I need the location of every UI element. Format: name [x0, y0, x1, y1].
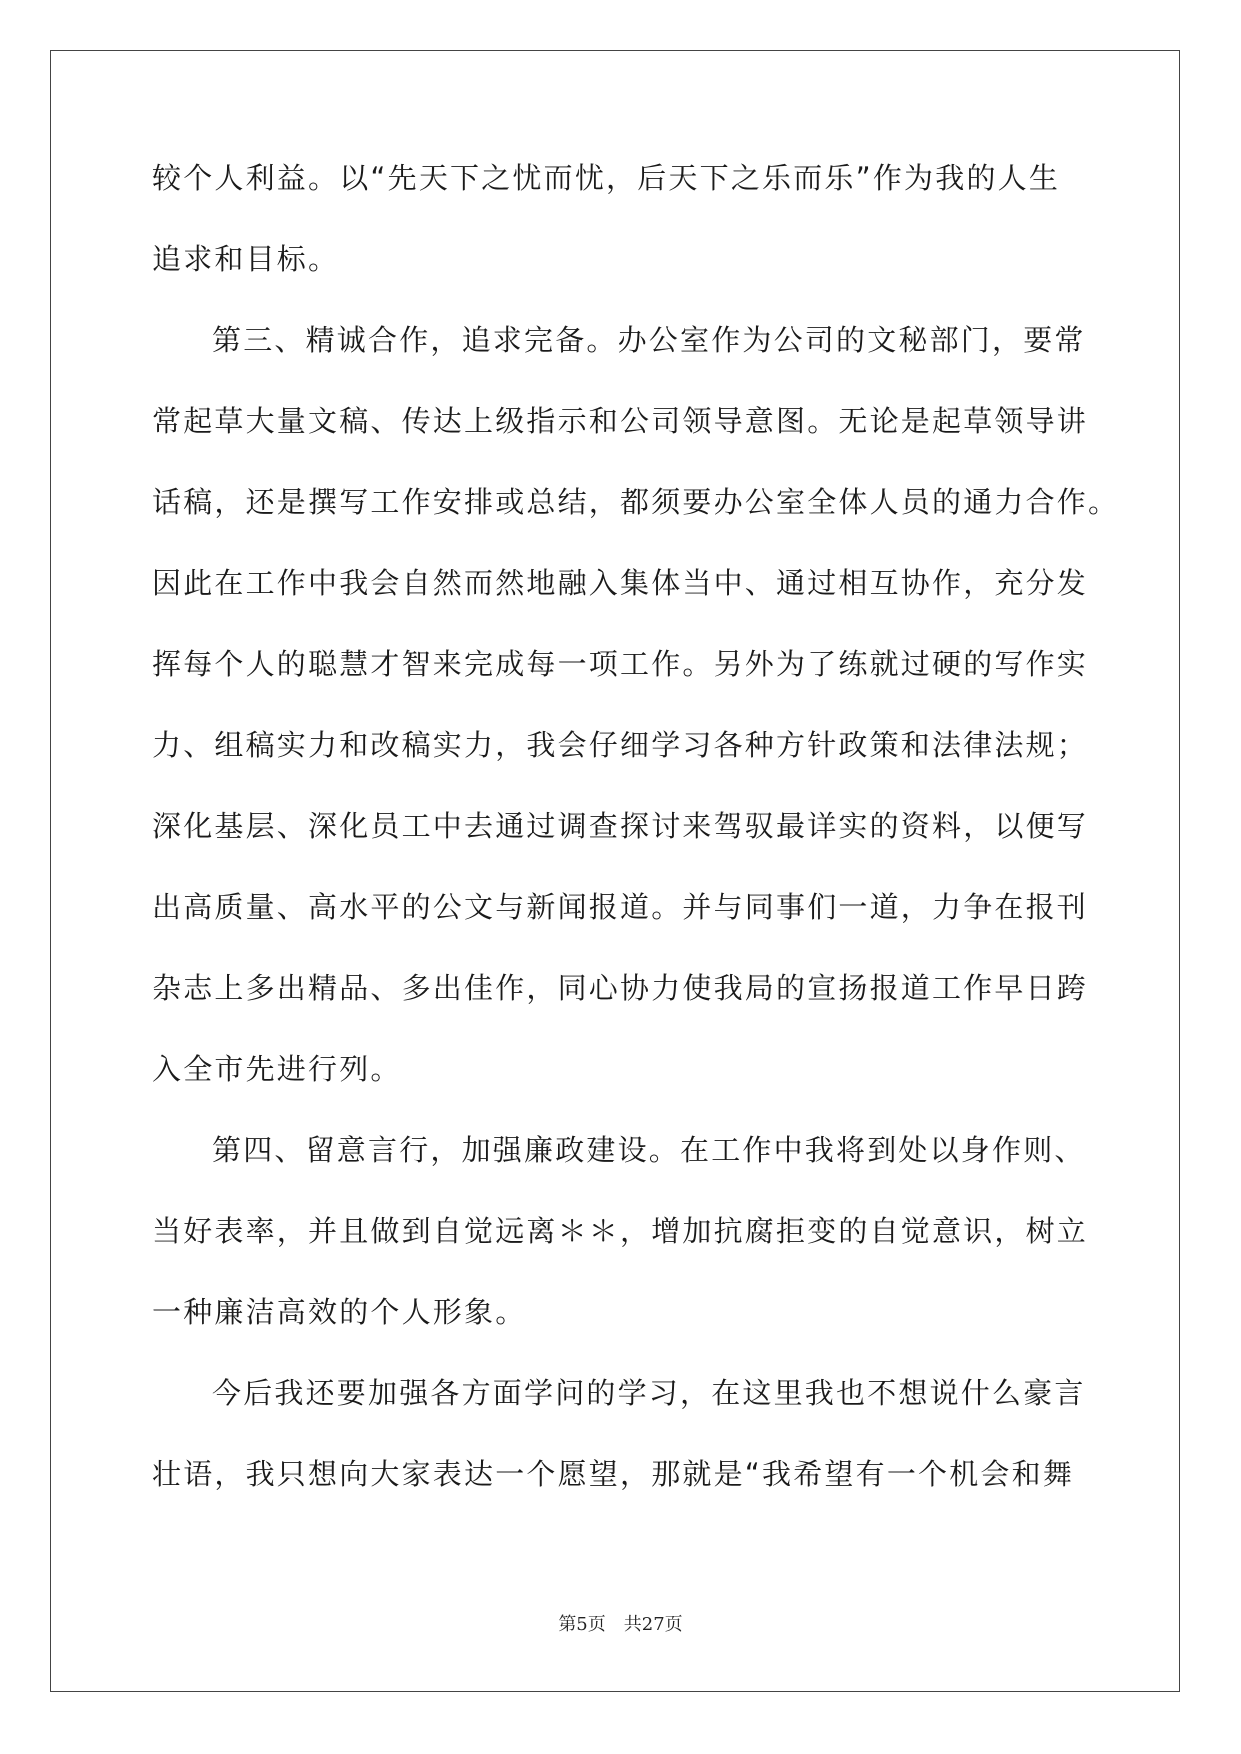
- text-line: 挥每个人的聪慧才智来完成每一项工作。另外为了练就过硬的写作实: [152, 647, 1089, 681]
- text-line: 因此在工作中我会自然而然地融入集体当中、通过相互协作，充分发: [152, 566, 1089, 600]
- page-number: 第5页: [558, 1614, 606, 1635]
- text-line: 话稿，还是撰写工作安排或总结，都须要办公室全体人员的通力合作。: [152, 485, 1120, 519]
- text-line: 深化基层、深化员工中去通过调查探讨来驾驭最详实的资料，以便写: [152, 809, 1089, 843]
- text-line: 壮语，我只想向大家表达一个愿望，那就是“我希望有一个机会和舞: [152, 1457, 1075, 1491]
- page-total: 共27页: [623, 1614, 683, 1635]
- paragraph-start-line: 第四、留意言行，加强廉政建设。在工作中我将到处以身作则、: [212, 1133, 1086, 1167]
- text-line: 一种廉洁高效的个人形象。: [152, 1295, 527, 1329]
- text-line: 入全市先进行列。: [152, 1052, 402, 1086]
- text-line: 常起草大量文稿、传达上级指示和公司领导意图。无论是起草领导讲: [152, 404, 1089, 438]
- text-line: 杂志上多出精品、多出佳作，同心协力使我局的宣扬报道工作早日跨: [152, 971, 1089, 1005]
- text-line: 当好表率，并且做到自觉远离＊＊，增加抗腐拒变的自觉意识，树立: [152, 1214, 1089, 1248]
- text-line: 出高质量、高水平的公文与新闻报道。并与同事们一道，力争在报刊: [152, 890, 1089, 924]
- text-line: 追求和目标。: [152, 242, 340, 276]
- text-line: 力、组稿实力和改稿实力，我会仔细学习各种方针政策和法律法规；: [152, 728, 1089, 762]
- text-line: 较个人利益。以“先天下之忧而忧，后天下之乐而乐”作为我的人生: [152, 161, 1061, 195]
- document-body: [152, 158, 1120, 1535]
- page-footer: [0, 1610, 1241, 1636]
- paragraph-start-line: 今后我还要加强各方面学问的学习，在这里我也不想说什么豪言: [212, 1376, 1086, 1410]
- paragraph-start-line: 第三、精诚合作，追求完备。办公室作为公司的文秘部门，要常: [212, 323, 1086, 357]
